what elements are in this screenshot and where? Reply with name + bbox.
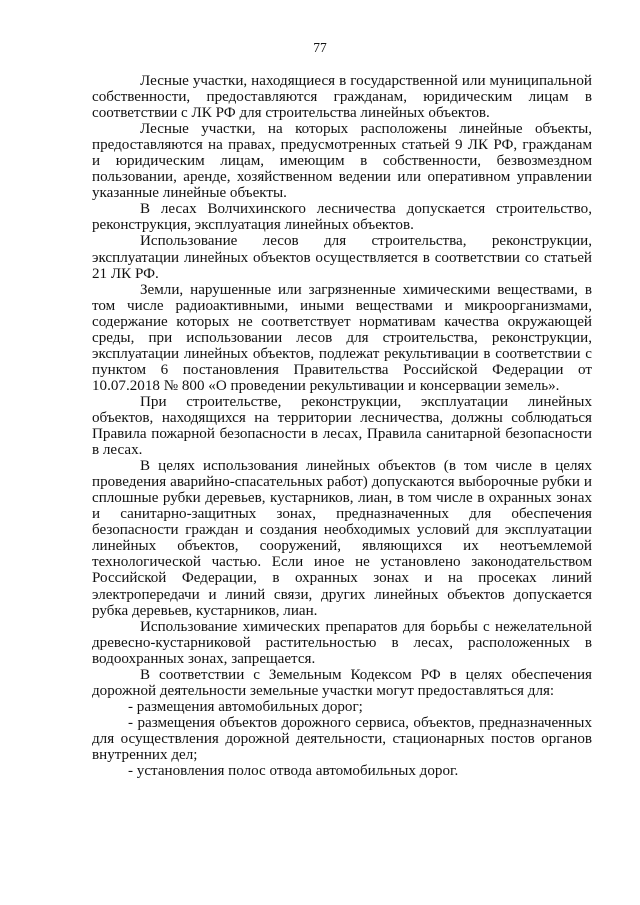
document-body	[92, 73, 592, 779]
paragraph: Использование химических препаратов для борьбы с нежелательной древесно-кустарниковой растительностью в лесах, расположенных в водоохранных зонах, запрещается.	[92, 618, 592, 667]
list-item: - размещения автомобильных дорог;	[128, 698, 363, 715]
paragraph: Лесные участки, находящиеся в государственной или муниципальной собственности, предоставляются гражданам, юридическим лицам в соответствии с ЛК РФ для строительства линейных объектов.	[92, 73, 592, 122]
paragraph: Лесные участки, на которых расположены линейные объекты, предоставляются на правах, предусмотренных статьей 9 ЛК РФ, гражданам и юридическим лицам, имеющим в собственности, безвозмездном пользовании, аренде, хозяйственном ведении или оперативном управлении указанные линейные объекты.	[92, 121, 592, 202]
paragraph: Использование лесов для строительства, реконструкции, эксплуатации линейных объектов осуществляется в соответствии со статьей 21 ЛК РФ.	[92, 233, 592, 282]
list-item: - установления полос отвода автомобильных дорог.	[128, 763, 459, 780]
paragraph: В лесах Волчихинского лесничества допускается строительство, реконструкция, эксплуатация линейных объектов.	[92, 201, 592, 234]
list-item: - размещения объектов дорожного сервиса, объектов, предназначенных для осуществления дорожной деятельности, стационарных постов органов внутренних дел;	[92, 714, 592, 763]
paragraph: Земли, нарушенные или загрязненные химическими веществами, в том числе радиоактивными, иными веществами и микроорганизмами, содержание которых не соответствует нормативам качества окружающей среды, при использовании лесов для строительства, реконструкции, эксплуатации линейных объектов, подлежат рекультивации в соответствии с пунктом 6 постановления Правительства Российской Федерации от 10.07.2018 № 800 «О проведении рекультивации и консервации земель».	[92, 281, 592, 394]
paragraph: В соответствии с Земельным Кодексом РФ в целях обеспечения дорожной деятельности земельные участки могут предоставляться для:	[92, 666, 592, 699]
paragraph: При строительстве, реконструкции, эксплуатации линейных объектов, находящихся на территории лесничества, должны соблюдаться Правила пожарной безопасности в лесах, Правила санитарной безопасности в лесах.	[92, 393, 592, 459]
paragraph: В целях использования линейных объектов (в том числе в целях проведения аварийно-спасательных работ) допускаются выборочные рубки и сплошные рубки деревьев, кустарников, лиан, в том числе в охранных зонах и санитарно-защитных зонах, предназначенных для обеспечения безопасности граждан и создания необходимых условий для эксплуатации линейных объектов, сооружений, являющихся их неотъемлемой технологической частью. Если иное не установлено законодательством Российской Федерации, в охранных зонах и на просеках линий электропередачи и линий связи, других линейных объектов допускается рубка деревьев, кустарников, лиан.	[92, 458, 592, 619]
page-number: 77	[313, 40, 327, 55]
